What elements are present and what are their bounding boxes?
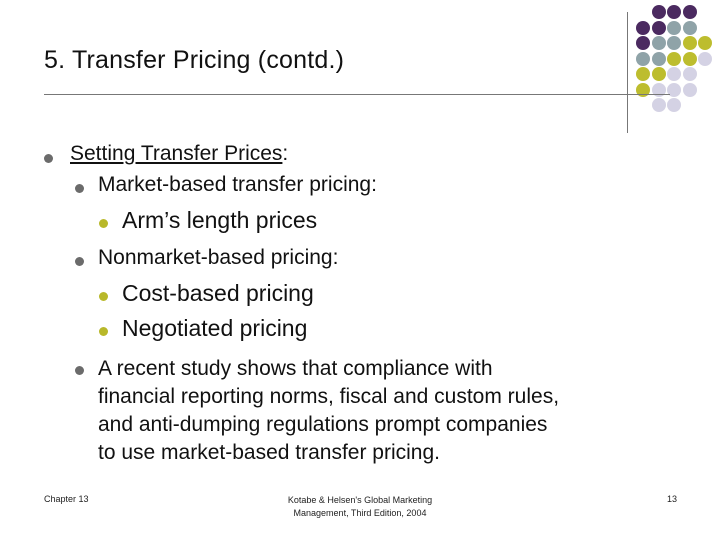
footer-page-number: 13 — [667, 494, 678, 504]
heading-colon: : — [282, 142, 289, 165]
list-item-setting-transfer-prices — [70, 142, 288, 166]
decorative-dot — [667, 36, 681, 50]
slide-title: 5. Transfer Pricing (contd.) — [44, 46, 345, 74]
decorative-dot — [698, 36, 712, 50]
bullet-icon — [75, 184, 84, 193]
decorative-dot — [683, 21, 697, 35]
bullet-icon — [99, 292, 108, 301]
decorative-dot — [652, 36, 666, 50]
footer-source-line: Kotabe & Helsen's Global Marketing — [287, 495, 433, 505]
decorative-dot — [652, 67, 666, 81]
decorative-dot — [683, 67, 697, 81]
decorative-dot — [667, 67, 681, 81]
decorative-dot — [636, 52, 650, 66]
list-item-nonmarket-based: Nonmarket-based pricing: — [98, 246, 339, 269]
decorative-dot — [652, 98, 666, 112]
decorative-dot — [652, 52, 666, 66]
list-item-arms-length: Arm’s length prices — [122, 207, 318, 233]
paragraph-line: A recent study shows that compliance with — [98, 357, 493, 380]
decorative-dot — [683, 36, 697, 50]
decorative-dot — [636, 67, 650, 81]
list-item-cost-based: Cost-based pricing — [122, 280, 314, 306]
list-item-market-based: Market-based transfer pricing: — [98, 173, 377, 196]
decorative-dot — [652, 21, 666, 35]
decorative-dot — [683, 83, 697, 97]
bullet-icon — [75, 366, 84, 375]
paragraph-line: and anti-dumping regulations prompt companies — [98, 413, 548, 436]
decorative-dot — [636, 21, 650, 35]
decorative-dot — [683, 5, 697, 19]
heading-setting-transfer-prices: Setting Transfer Prices — [70, 142, 283, 165]
bullet-icon — [44, 154, 53, 163]
study-paragraph — [98, 355, 678, 467]
decorative-dot — [667, 98, 681, 112]
decorative-dot — [667, 52, 681, 66]
decorative-dot — [698, 52, 712, 66]
decorative-dot — [667, 21, 681, 35]
decorative-dot — [652, 5, 666, 19]
decorative-dot — [667, 5, 681, 19]
paragraph-line: to use market-based transfer pricing. — [98, 441, 440, 464]
vertical-divider — [627, 12, 628, 133]
title-divider — [44, 94, 670, 95]
bullet-icon — [99, 327, 108, 336]
bullet-icon — [99, 219, 108, 228]
list-item-negotiated: Negotiated pricing — [122, 315, 308, 341]
footer-source — [0, 494, 720, 520]
paragraph-line: financial reporting norms, fiscal and custom rules, — [98, 385, 560, 408]
decorative-dot — [636, 36, 650, 50]
footer-chapter: Chapter 13 — [44, 494, 89, 504]
bullet-icon — [75, 257, 84, 266]
footer-source-line: Management, Third Edition, 2004 — [293, 508, 427, 518]
decorative-dot — [683, 52, 697, 66]
